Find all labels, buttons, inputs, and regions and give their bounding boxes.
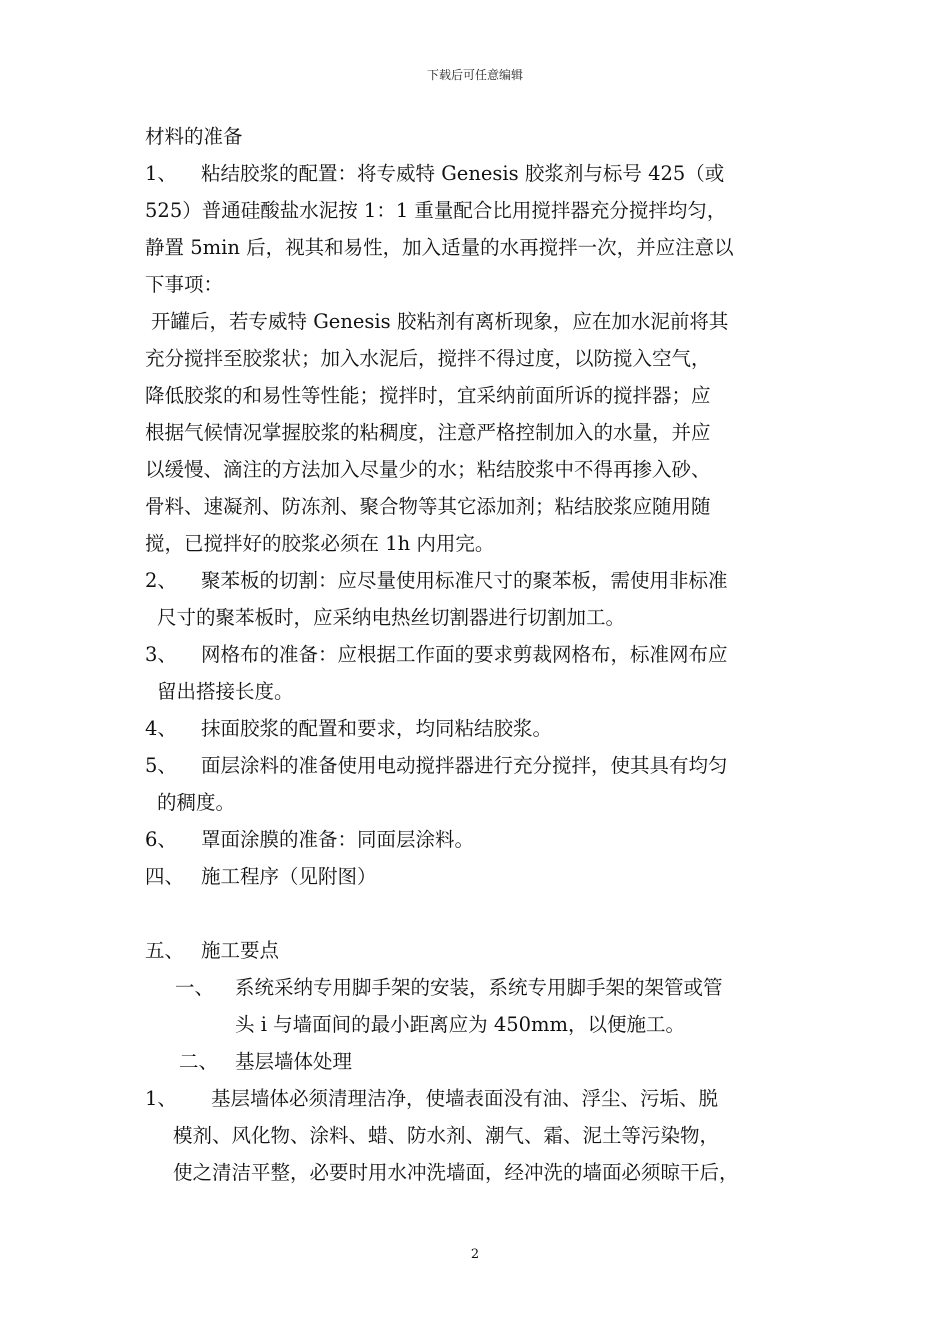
base-item-1-line-3: 使之清洁平整，必要时用水冲洗墙面，经冲洗的墙面必须晾干后， <box>173 1161 739 1184</box>
subsection-1-line-2: 头 i 与墙面间的最小距离应为 450mm，以便施工。 <box>235 1013 686 1036</box>
blank-line <box>145 895 815 932</box>
item-5-number: 5、 <box>145 754 177 777</box>
subsection-2-title: 基层墙体处理 <box>235 1050 353 1073</box>
item-3-number: 3、 <box>145 643 177 666</box>
item-6-number: 6、 <box>145 828 177 851</box>
item-3-line-2: 留出搭接长度。 <box>157 680 294 703</box>
base-item-1-number: 1、 <box>145 1087 177 1110</box>
subsection-1-line-1 <box>145 969 815 1006</box>
item-2-text: 聚苯板的切割：应尽量使用标准尺寸的聚苯板，需使用非标准 <box>201 569 728 592</box>
item-4-number: 4、 <box>145 717 177 740</box>
item-6-text: 罩面涂膜的准备：同面层涂料。 <box>201 828 475 851</box>
item-4-line-1 <box>145 710 815 747</box>
section-4-number: 四、 <box>145 865 185 888</box>
item-3-text: 网格布的准备：应根据工作面的要求剪裁网格布，标准网布应 <box>201 643 728 666</box>
item-5-line-1 <box>145 747 815 784</box>
base-item-1-text: 基层墙体必须清理洁净，使墙表面没有油、浮尘、污垢、脱 <box>211 1087 719 1110</box>
item-1-line-2: 525）普通硅酸盐水泥按 1：1 重量配合比用搅拌器充分搅拌均匀， <box>145 199 727 222</box>
section-5-heading <box>145 932 815 969</box>
note-line-4: 根据气候情况掌握胶浆的粘稠度，注意严格控制加入的水量，并应 <box>145 421 711 444</box>
item-5-text: 面层涂料的准备使用电动搅拌器进行充分搅拌，使其具有均匀 <box>201 754 728 777</box>
note-line-5: 以缓慢、滴注的方法加入尽量少的水；粘结胶浆中不得再掺入砂、 <box>145 458 711 481</box>
item-1-text: 粘结胶浆的配置：将专威特 Genesis 胶浆剂与标号 425（或 <box>201 162 725 185</box>
section-5-title: 施工要点 <box>201 939 280 962</box>
item-1-line-3: 静置 5min 后，视其和易性，加入适量的水再搅拌一次，并应注意以 <box>145 236 734 259</box>
item-6-line-1 <box>145 821 815 858</box>
page-number: 2 <box>470 1247 480 1262</box>
note-line-3: 降低胶浆的和易性等性能；搅拌时，宜采纳前面所诉的搅拌器；应 <box>145 384 711 407</box>
base-item-1-line-1 <box>145 1080 815 1117</box>
page-header-note: 下载后可任意编辑 <box>426 68 523 82</box>
subsection-2-number: 二、 <box>179 1050 219 1073</box>
subsection-1-text: 系统采纳专用脚手架的安装，系统专用脚手架的架管或管 <box>235 976 723 999</box>
item-2-line-1 <box>145 562 815 599</box>
section-4-heading <box>145 858 815 895</box>
item-2-number: 2、 <box>145 569 177 592</box>
item-1-number: 1、 <box>145 162 177 185</box>
note-line-1: 开罐后，若专威特 Genesis 胶粘剂有离析现象，应在加水泥前将其 <box>151 310 729 333</box>
item-4-text: 抹面胶浆的配置和要求，均同粘结胶浆。 <box>201 717 553 740</box>
item-1-line-1 <box>145 155 815 192</box>
section-5-number: 五、 <box>145 939 185 962</box>
note-line-6: 骨料、速凝剂、防冻剂、聚合物等其它添加剂；粘结胶浆应随用随 <box>145 495 711 518</box>
base-item-1-line-2: 模剂、风化物、涂料、蜡、防水剂、潮气、霜、泥土等污染物， <box>173 1124 720 1147</box>
section-4-title: 施工程序（见附图） <box>201 865 377 888</box>
note-line-7: 搅，已搅拌好的胶浆必须在 1h 内用完。 <box>145 532 495 555</box>
document-body <box>145 118 815 1191</box>
subsection-1-number: 一、 <box>175 976 215 999</box>
item-5-line-2: 的稠度。 <box>157 791 236 814</box>
note-line-2: 充分搅拌至胶浆状；加入水泥后，搅拌不得过度，以防搅入空气， <box>145 347 711 370</box>
item-1-line-4: 下事项： <box>145 273 224 296</box>
subsection-2-heading <box>145 1043 815 1080</box>
item-3-line-1 <box>145 636 815 673</box>
heading-materials: 材料的准备 <box>145 125 243 148</box>
item-2-line-2: 尺寸的聚苯板时，应采纳电热丝切割器进行切割加工。 <box>157 606 626 629</box>
